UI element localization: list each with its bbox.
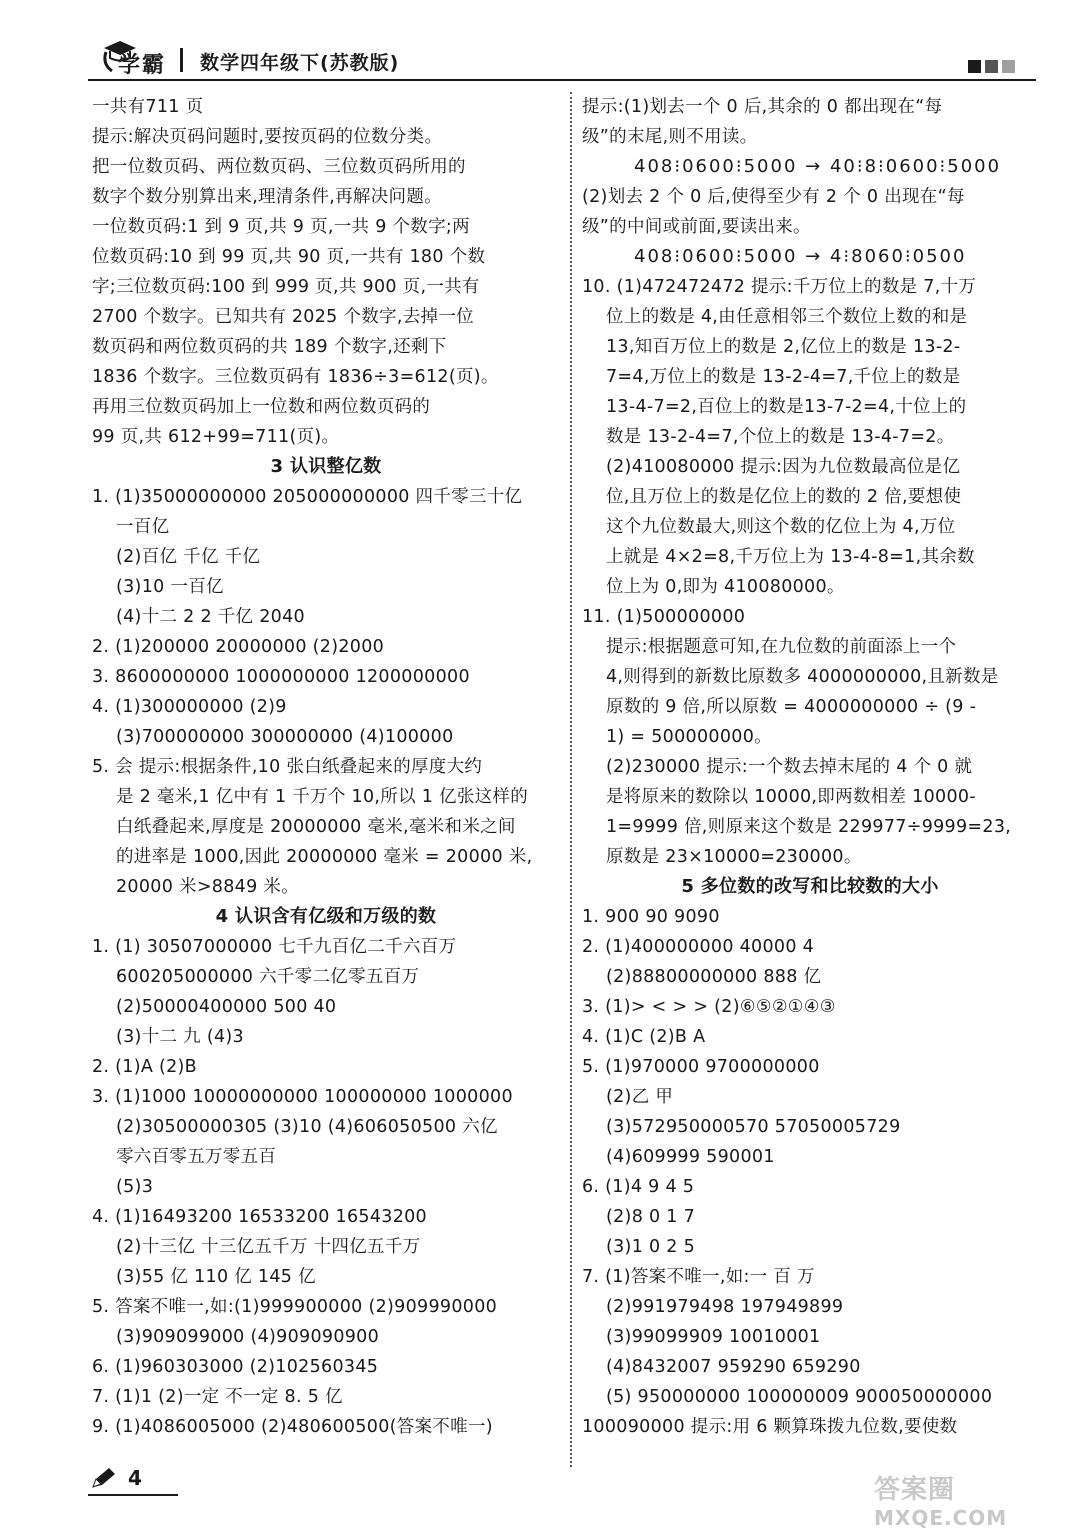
answer-line: (3)十二 九 (4)3 [116, 1027, 244, 1047]
answer-line: 7=4,万位上的数是 13-2-4=7,千位上的数是 [606, 367, 961, 387]
answer-line: 100090000 提示:用 6 颗算珠拨九位数,要使数 [582, 1417, 958, 1437]
square-dark [968, 60, 981, 73]
answer-line: 11. (1)500000000 [582, 607, 746, 627]
answer-line: (3)700000000 300000000 (4)100000 [116, 727, 454, 747]
answer-line: (4)十二 2 2 千亿 2040 [116, 607, 305, 627]
answer-line: 2. (1)A (2)B [92, 1057, 197, 1077]
answer-line: 零六百零五万零五百 [116, 1147, 277, 1167]
answer-line: (4)8432007 959290 659290 [606, 1357, 861, 1377]
header-squares [968, 58, 1019, 77]
answer-line: (3)1 0 2 5 [606, 1237, 696, 1257]
square-mid [985, 60, 998, 73]
answer-line: 20000 米>8849 米。 [116, 877, 299, 897]
answer-line: 2700 个数字。已知共有 2025 个数字,去掉一位 [92, 307, 474, 327]
answer-line: 7. (1)答案不唯一,如:一 百 万 [582, 1267, 815, 1287]
answer-line: (2)8 0 1 7 [606, 1207, 696, 1227]
footer-rule [88, 1494, 178, 1496]
brand-name: 学霸 [118, 53, 167, 78]
watermark-line-2: MXQE.COM [874, 1506, 1008, 1530]
answer-line: 数页码和两位数页码的共 189 个数字,还剩下 [92, 337, 447, 357]
answer-line: 3. 8600000000 1000000000 1200000000 [92, 667, 470, 687]
answer-line: 提示:根据题意可知,在九位数的前面添上一个 [606, 637, 957, 657]
answer-line: 数字个数分别算出来,理清条件,再解决问题。 [92, 187, 442, 207]
answer-line: 位上的数是 4,由任意相邻三个数位上数的和是 [606, 307, 968, 327]
page-header [88, 38, 1038, 78]
answer-line: 4,则得到的新数比原数多 4000000000,且新数是 [606, 667, 999, 687]
answer-line: 级”的中间或前面,要读出来。 [582, 217, 811, 237]
answer-line: 10. (1)472472472 提示:千万位上的数是 7,十万 [582, 277, 977, 297]
header-rule [88, 79, 1036, 81]
answer-line: 99 页,共 612+99=711(页)。 [92, 427, 340, 447]
answer-line: 字;三位数页码:100 到 999 页,共 900 页,一共有 [92, 277, 480, 297]
answer-line: (4)609999 590001 [606, 1147, 775, 1167]
answer-line: 原数是 23×10000=230000。 [606, 847, 862, 867]
answer-line: 1. (1)35000000000 205000000000 四千零三十亿 [92, 487, 523, 507]
answer-line: 级”的末尾,则不用读。 [582, 127, 758, 147]
answer-line: 提示:(1)划去一个 0 后,其余的 0 都出现在“每 [582, 97, 943, 117]
answer-line: 位数页码:10 到 99 页,共 90 页,一共有 180 个数 [92, 247, 486, 267]
answer-line: 6. (1)960303000 (2)102560345 [92, 1357, 379, 1377]
answer-line: 一共有711 页 [92, 97, 204, 117]
answer-line: 1) = 500000000。 [606, 727, 772, 747]
answer-line: (2)乙 甲 [606, 1087, 674, 1107]
answer-line: 3. (1)1000 10000000000 100000000 1000000 [92, 1087, 513, 1107]
section-heading: 4 认识含有亿级和万级的数 [215, 906, 437, 927]
answer-line: 1. 900 90 9090 [582, 907, 720, 927]
answer-line: (3)55 亿 110 亿 145 亿 [116, 1267, 316, 1287]
answer-line: 白纸叠起来,厚度是 20000000 毫米,毫米和米之间 [116, 817, 516, 837]
answer-line: (2)50000400000 500 40 [116, 997, 337, 1017]
answer-line: (2)百亿 千亿 千亿 [116, 547, 261, 567]
answer-line: 6. (1)4 9 4 5 [582, 1177, 695, 1197]
answer-line: 位,且万位上的数是亿位上的数的 2 倍,要想使 [606, 487, 962, 507]
square-light [1002, 60, 1015, 73]
answer-line: (2)991979498 197949899 [606, 1297, 844, 1317]
answer-line: 5. 答案不唯一,如:(1)999900000 (2)909990000 [92, 1297, 498, 1317]
answer-line: 再用三位数页码加上一位数和两位数页码的 [92, 397, 431, 417]
answer-line: 4. (1)300000000 (2)9 [92, 697, 287, 717]
answer-line: 1. (1) 30507000000 七千九百亿二千六百万 [92, 937, 457, 957]
answer-line: (2)30500000305 (3)10 (4)606050500 六亿 [116, 1117, 498, 1137]
answer-line: (5) 950000000 100000009 900050000000 [606, 1387, 993, 1407]
answer-line: (2)十三亿 十三亿五千万 十四亿五千万 [116, 1237, 421, 1257]
answer-line: (2)88800000000 888 亿 [606, 967, 822, 987]
answer-line: 是 2 毫米,1 亿中有 1 千万个 10,所以 1 亿张这样的 [116, 787, 529, 807]
answer-line: (3)10 一百亿 [116, 577, 224, 597]
answer-line: 1836 个数字。三位数页码有 1836÷3=612(页)。 [92, 367, 499, 387]
answer-line: 3. (1)> < > > (2)⑥⑤②①④③ [582, 997, 836, 1017]
answer-line: (2)230000 提示:一个数去掉末尾的 4 个 0 就 [606, 757, 973, 777]
answer-line: 4. (1)16493200 16533200 16543200 [92, 1207, 427, 1227]
answer-line: (2)划去 2 个 0 后,使得至少有 2 个 0 出现在“每 [582, 187, 965, 207]
answer-line: 5. 会 提示:根据条件,10 张白纸叠起来的厚度大约 [92, 757, 483, 777]
answer-line: (3)909099000 (4)909090900 [116, 1327, 380, 1347]
answer-line: (3)572950000570 57050005729 [606, 1117, 901, 1137]
answer-line: (3)99099909 10010001 [606, 1327, 821, 1347]
answer-line: 一位数页码:1 到 9 页,共 9 页,一共 9 个数字;两 [92, 217, 470, 237]
column-divider [570, 92, 572, 1467]
answer-line: 408⁝0600⁝5000 → 40⁝8⁝0600⁝5000 [634, 156, 1002, 177]
answer-line: 把一位数页码、两位数页码、三位数页码所用的 [92, 157, 466, 177]
watermark [874, 1476, 1007, 1532]
answer-line: 13-4-7=2,百位上的数是13-7-2=4,十位上的 [606, 397, 967, 417]
answer-line: 9. (1)4086005000 (2)480600500(答案不唯一) [92, 1417, 493, 1437]
answer-line: 1=9999 倍,则原来这个数是 229977÷9999=23, [606, 817, 1012, 837]
answer-line: 408⁝0600⁝5000 → 4⁝8060⁝0500 [634, 246, 967, 267]
page-number: 4 [128, 1466, 142, 1490]
answer-line: 一百亿 [116, 517, 170, 537]
pencil-icon [90, 1466, 118, 1490]
answer-line: (5)3 [116, 1177, 154, 1197]
watermark-line-1: 答案圈 [874, 1475, 956, 1505]
answer-line: 13,知百万位上的数是 2,亿位上的数是 13-2- [606, 337, 961, 357]
answer-line: 原数的 9 倍,所以原数 = 4000000000 ÷ (9 - [606, 697, 977, 717]
right-column [582, 92, 1038, 1442]
answer-line: 上就是 4×2=8,千万位上为 13-4-8=1,其余数 [606, 547, 975, 567]
answer-line: 数是 13-2-4=7,个位上的数是 13-4-7=2。 [606, 427, 955, 447]
answer-line: 2. (1)200000 20000000 (2)2000 [92, 637, 385, 657]
answer-line: 这个九位数最大,则这个数的亿位上为 4,万位 [606, 517, 956, 537]
answer-line: 5. (1)970000 9700000000 [582, 1057, 820, 1077]
book-title: 数学四年级下(苏教版) [200, 52, 400, 74]
header-separator [180, 48, 183, 72]
answer-line: 7. (1)1 (2)一定 不一定 8. 5 亿 [92, 1387, 343, 1407]
left-column [92, 92, 560, 1442]
answer-line: 位上为 0,即为 410080000。 [606, 577, 845, 597]
answer-line: 提示:解决页码问题时,要按页码的位数分类。 [92, 127, 443, 147]
answer-line: 4. (1)C (2)B A [582, 1027, 706, 1047]
section-heading: 3 认识整亿数 [270, 456, 382, 477]
answer-line: (2)410080000 提示:因为九位数最高位是亿 [606, 457, 961, 477]
answer-line: 600205000000 六千零二亿零五百万 [116, 967, 420, 987]
answer-line: 2. (1)400000000 40000 4 [582, 937, 815, 957]
answer-line: 的进率是 1000,因此 20000000 毫米 = 20000 米, [116, 847, 533, 867]
answer-line: 是将原来的数除以 10000,即两数相差 10000- [606, 787, 976, 807]
section-heading: 5 多位数的改写和比较数的大小 [681, 876, 939, 897]
